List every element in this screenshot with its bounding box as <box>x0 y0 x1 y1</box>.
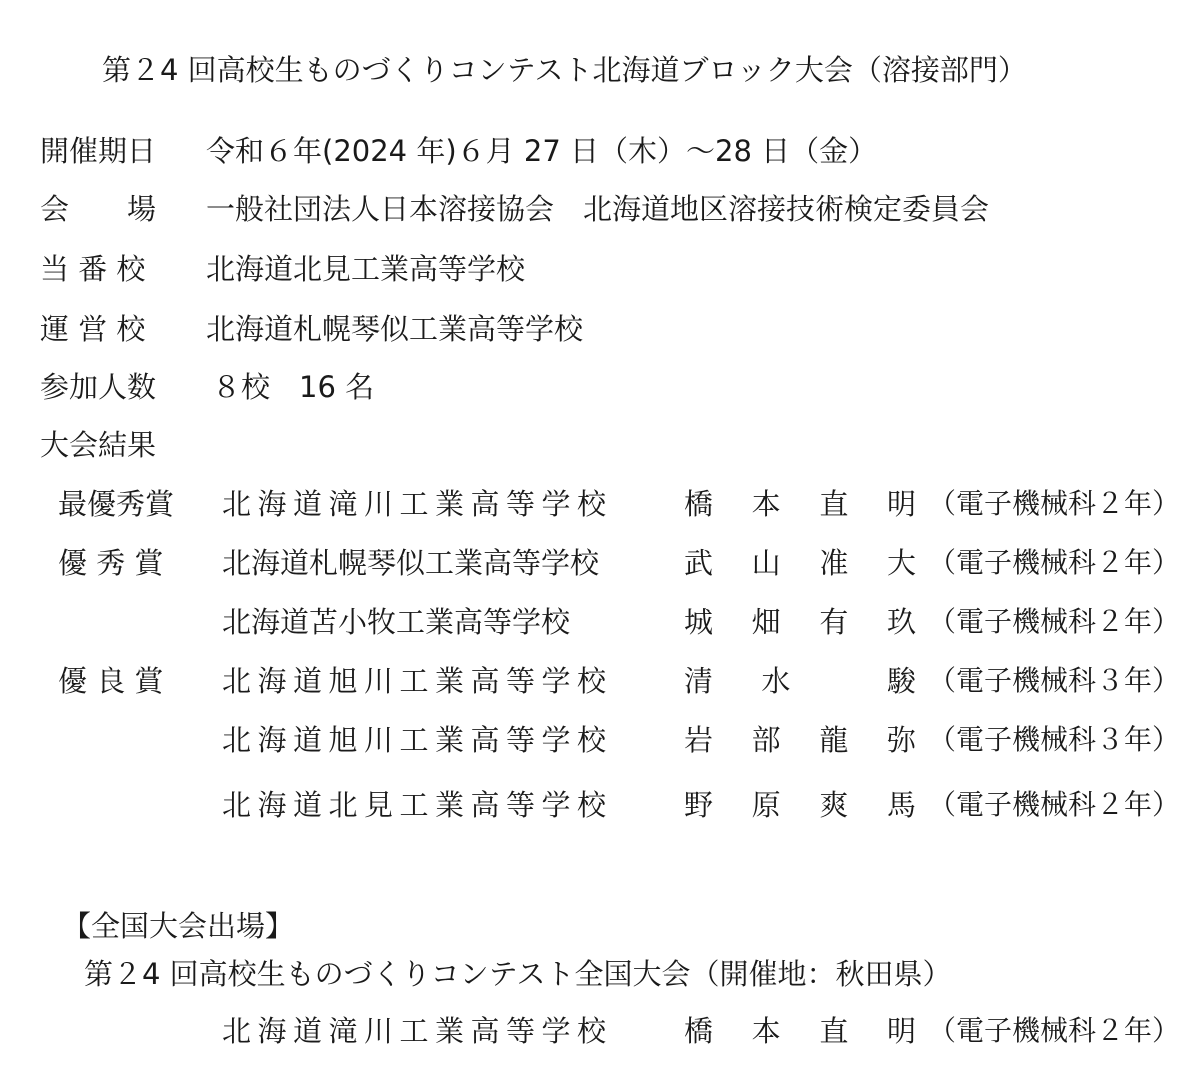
department-year: （電子機械科３年） <box>928 723 1181 756</box>
name-char: 駿 <box>886 664 916 698</box>
name-char: 岩 <box>684 723 714 757</box>
info-label-participants: 参加人数 <box>40 370 157 404</box>
info-value-venue: 一般社団法人日本溶接協会 北海道地区溶接技術検定委員会 <box>206 192 990 226</box>
department-year: （電子機械科３年） <box>928 664 1181 697</box>
student-name <box>684 485 916 523</box>
name-char: 水 <box>761 664 791 698</box>
name-char: 明 <box>886 1014 916 1048</box>
student-name <box>684 544 916 582</box>
results-heading: 大会結果 <box>40 428 157 462</box>
school-name: 北海道滝川工業高等学校 <box>222 487 613 521</box>
name-char: 直 <box>819 487 849 521</box>
name-char: 畑 <box>751 605 781 639</box>
department-year: （電子機械科２年） <box>928 1014 1181 1047</box>
school-name: 北海道苫小牧工業高等学校 <box>222 605 571 639</box>
school-name: 北海道札幌琴似工業高等学校 <box>222 546 600 580</box>
name-char: 大 <box>886 546 916 580</box>
student-name <box>684 1012 916 1050</box>
national-heading: 【全国大会出場】 <box>62 909 295 943</box>
name-char: 本 <box>751 487 781 521</box>
info-label-operating-school: 運 営 校 <box>40 312 146 346</box>
name-char: 龍 <box>819 723 849 757</box>
name-char: 直 <box>819 1014 849 1048</box>
national-event: 第２4 回高校生ものづくりコンテスト全国大会（開催地：秋田県） <box>84 957 952 991</box>
award-label: 最優秀賞 <box>58 487 175 521</box>
name-char: 弥 <box>886 723 916 757</box>
name-char: 明 <box>886 487 916 521</box>
name-char: 武 <box>684 546 714 580</box>
department-year: （電子機械科２年） <box>928 546 1181 579</box>
name-char: 部 <box>751 723 781 757</box>
department-year: （電子機械科２年） <box>928 487 1181 520</box>
info-label-date: 開催期日 <box>40 134 157 168</box>
school-name: 北海道旭川工業高等学校 <box>222 723 613 757</box>
info-label-venue: 会 場 <box>40 192 157 226</box>
info-value-participants: ８校 16 名 <box>212 370 375 404</box>
student-name <box>684 721 916 759</box>
name-char: 清 <box>684 664 714 698</box>
student-name <box>684 786 916 824</box>
name-char: 本 <box>751 1014 781 1048</box>
school-name: 北海道旭川工業高等学校 <box>222 664 613 698</box>
name-char: 准 <box>819 546 849 580</box>
name-char: 野 <box>684 788 714 822</box>
info-value-host-school: 北海道北見工業高等学校 <box>206 252 526 286</box>
name-char: 玖 <box>886 605 916 639</box>
info-label-host-school: 当 番 校 <box>40 252 146 286</box>
name-char: 山 <box>751 546 781 580</box>
name-char: 馬 <box>886 788 916 822</box>
student-name <box>684 603 916 641</box>
name-char: 原 <box>751 788 781 822</box>
school-name: 北海道北見工業高等学校 <box>222 788 613 822</box>
department-year: （電子機械科２年） <box>928 605 1181 638</box>
info-value-date: 令和６年(2024 年)６月 27 日（木）～28 日（金） <box>206 134 878 168</box>
school-name: 北海道滝川工業高等学校 <box>222 1014 613 1048</box>
document-title: 第２4 回高校生ものづくりコンテスト北海道ブロック大会（溶接部門） <box>102 53 1027 87</box>
name-char: 橋 <box>684 487 714 521</box>
name-char: 城 <box>684 605 714 639</box>
name-char: 有 <box>819 605 849 639</box>
award-label: 優 秀 賞 <box>58 546 164 580</box>
department-year: （電子機械科２年） <box>928 788 1181 821</box>
name-char: 爽 <box>819 788 849 822</box>
student-name <box>684 662 916 700</box>
name-char: 橋 <box>684 1014 714 1048</box>
info-value-operating-school: 北海道札幌琴似工業高等学校 <box>206 312 584 346</box>
award-label: 優 良 賞 <box>58 664 164 698</box>
